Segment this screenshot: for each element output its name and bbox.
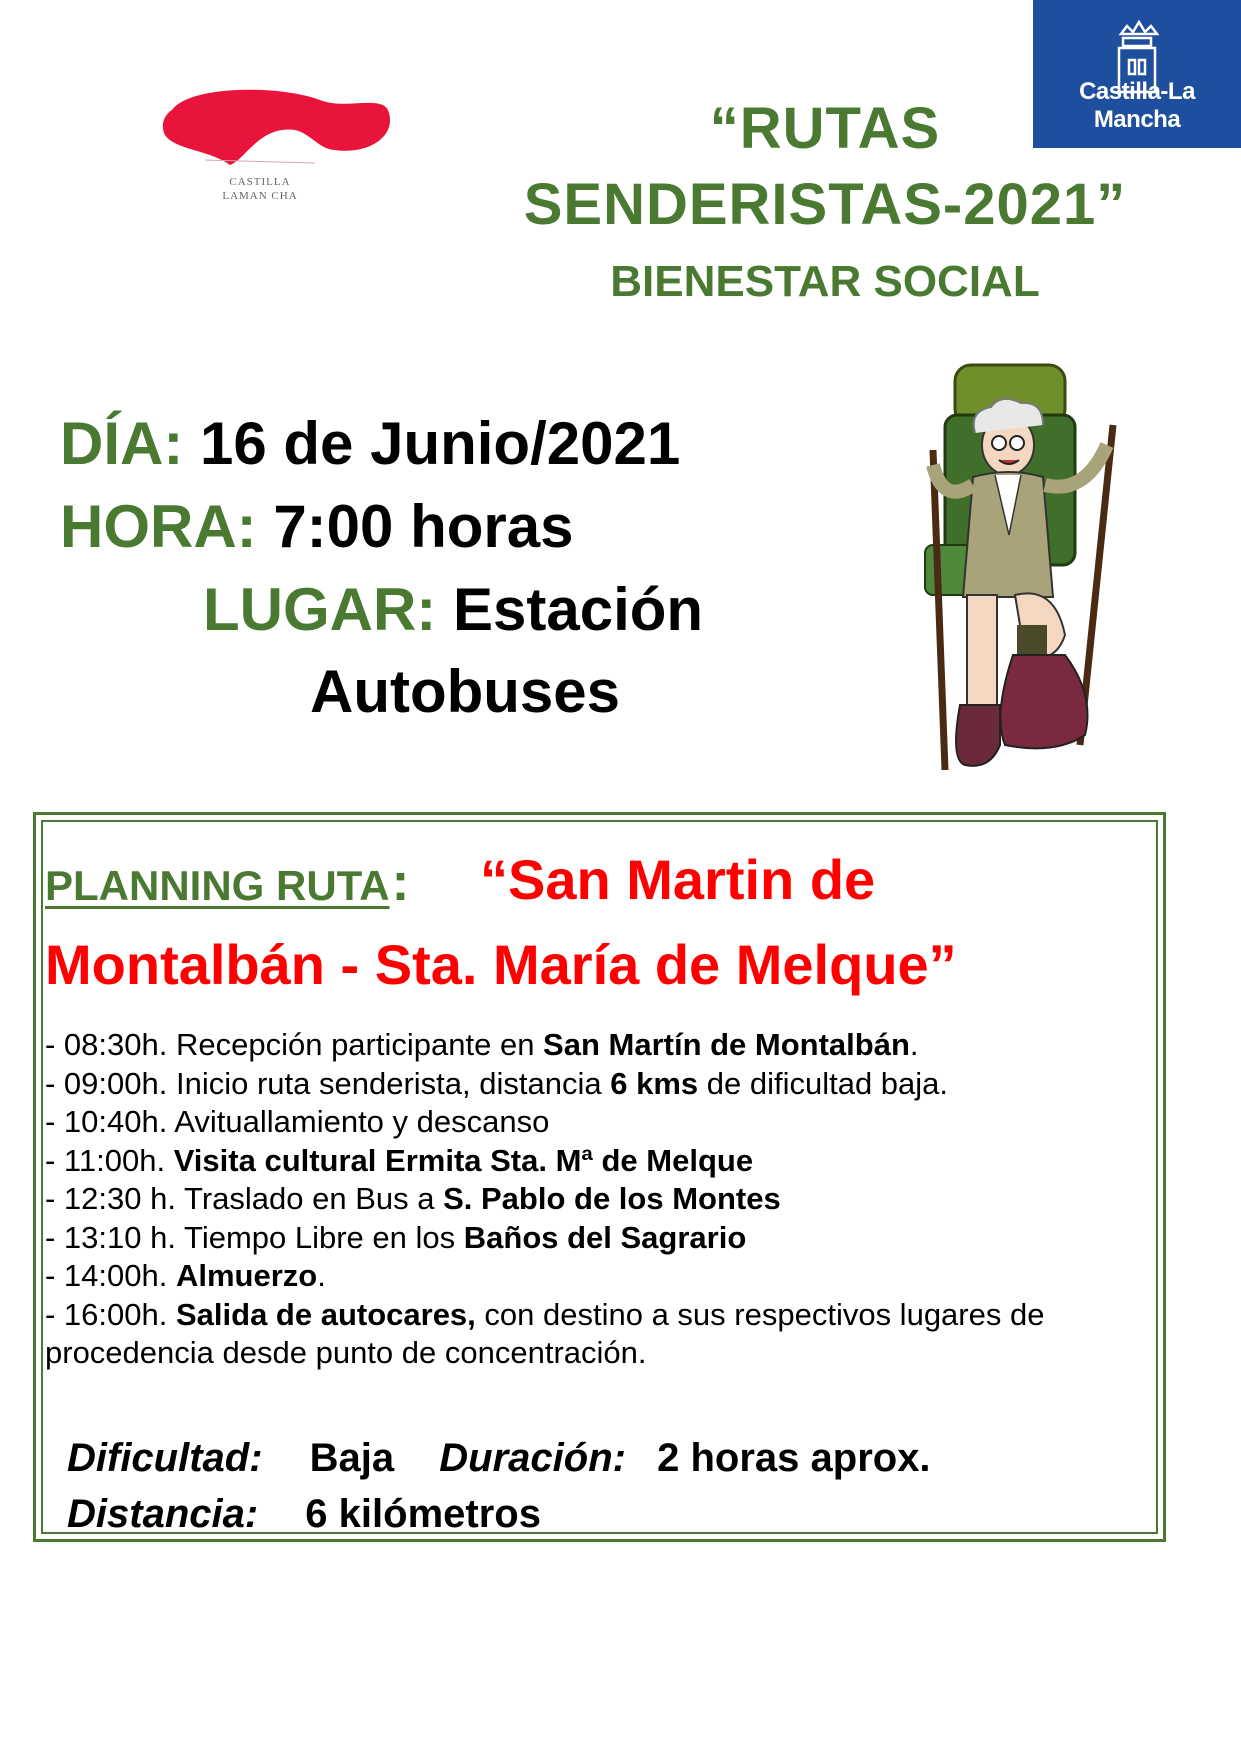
- planning-colon: :: [391, 852, 410, 912]
- date-value: 16 de Junio/2021: [199, 410, 681, 477]
- schedule-item: [45, 1296, 1145, 1335]
- difficulty-value: Baja: [309, 1436, 395, 1480]
- place-value-line-2: Autobuses: [310, 658, 621, 725]
- duration-value: 2 horas aprox.: [657, 1436, 931, 1480]
- event-time: [60, 493, 574, 560]
- planning-label: PLANNING RUTA: [45, 862, 390, 909]
- schedule-item: [45, 1026, 1145, 1065]
- title-line-2: SENDERISTAS-2021”: [523, 172, 1127, 237]
- schedule-item-text: - 10:40h. Avituallamiento y descanso: [45, 1104, 550, 1139]
- schedule-item-text: - 09:00h. Inicio ruta senderista, distancia: [45, 1065, 611, 1101]
- event-date: [60, 410, 681, 477]
- schedule-item-highlight: Almuerzo: [175, 1258, 318, 1293]
- place-label: LUGAR:: [203, 576, 437, 643]
- difficulty-label: Dificultad:: [67, 1436, 263, 1480]
- event-place: [203, 576, 704, 643]
- time-label: HORA:: [60, 493, 257, 560]
- schedule-item-highlight: Salida de autocares,: [175, 1296, 476, 1332]
- schedule-item: [45, 1257, 1145, 1296]
- schedule-item-tail: .: [317, 1258, 326, 1293]
- schedule-item-text: - 12:30 h. Traslado en Bus a: [45, 1181, 444, 1216]
- schedule-item-highlight: Visita cultural Ermita Sta. Mª de Melque: [173, 1142, 754, 1178]
- distance-value: 6 kilómetros: [305, 1492, 541, 1536]
- schedule-item: [45, 1142, 1145, 1181]
- duration-label: Duración:: [439, 1436, 626, 1480]
- logo-right-text: Castilla-La Mancha: [1079, 78, 1195, 133]
- schedule-item-text: procedencia desde punto de concentración.: [45, 1335, 647, 1370]
- schedule-item-text: - 16:00h.: [45, 1296, 176, 1332]
- schedule-item: [45, 1180, 1145, 1219]
- planning-heading: [45, 852, 410, 912]
- schedule-item-text: - 11:00h.: [45, 1142, 174, 1178]
- hiker-illustration: [905, 355, 1135, 785]
- distance-label: Distancia:: [67, 1492, 259, 1536]
- time-value: 7:00 horas: [273, 493, 574, 560]
- schedule-item-tail: con destino a sus respectivos lugares de: [475, 1296, 1045, 1332]
- schedule-item: [45, 1219, 1145, 1258]
- schedule-list: [45, 1026, 1145, 1373]
- summary-row-2: [67, 1486, 931, 1542]
- schedule-item-text: - 14:00h.: [45, 1258, 176, 1293]
- summary-row-1: [67, 1430, 931, 1486]
- logo-left-text: CASTILLA LAMAN CHA: [222, 176, 298, 202]
- route-summary: [67, 1430, 931, 1542]
- route-title-line-2: Montalbán - Sta. María de Melque”: [45, 933, 957, 996]
- schedule-item-highlight: San Martín de Montalbán: [543, 1027, 910, 1062]
- schedule-item-text: - 08:30h. Recepción participante en: [45, 1027, 544, 1062]
- schedule-item: [45, 1065, 1145, 1104]
- schedule-item-highlight: 6 kms: [610, 1065, 699, 1101]
- schedule-item-tail: de dificultad baja.: [698, 1065, 949, 1101]
- route-title-line-1: “San Martin de: [480, 848, 876, 911]
- schedule-item: [45, 1334, 1145, 1373]
- place-value-line-1: Estación: [452, 576, 704, 643]
- schedule-item-highlight: Baños del Sagrario: [463, 1219, 747, 1255]
- title-subtitle: BIENESTAR SOCIAL: [610, 257, 1040, 306]
- date-label: DÍA:: [60, 410, 184, 477]
- castilla-la-mancha-logo-left: [80, 55, 430, 285]
- schedule-item: [45, 1103, 1145, 1142]
- schedule-item-tail: .: [909, 1027, 919, 1062]
- schedule-item-highlight: S. Pablo de los Montes: [443, 1181, 781, 1216]
- title-line-1: “RUTAS: [709, 96, 941, 161]
- schedule-item-text: - 13:10 h. Tiempo Libre en los: [45, 1219, 464, 1255]
- page-title: [430, 96, 1220, 306]
